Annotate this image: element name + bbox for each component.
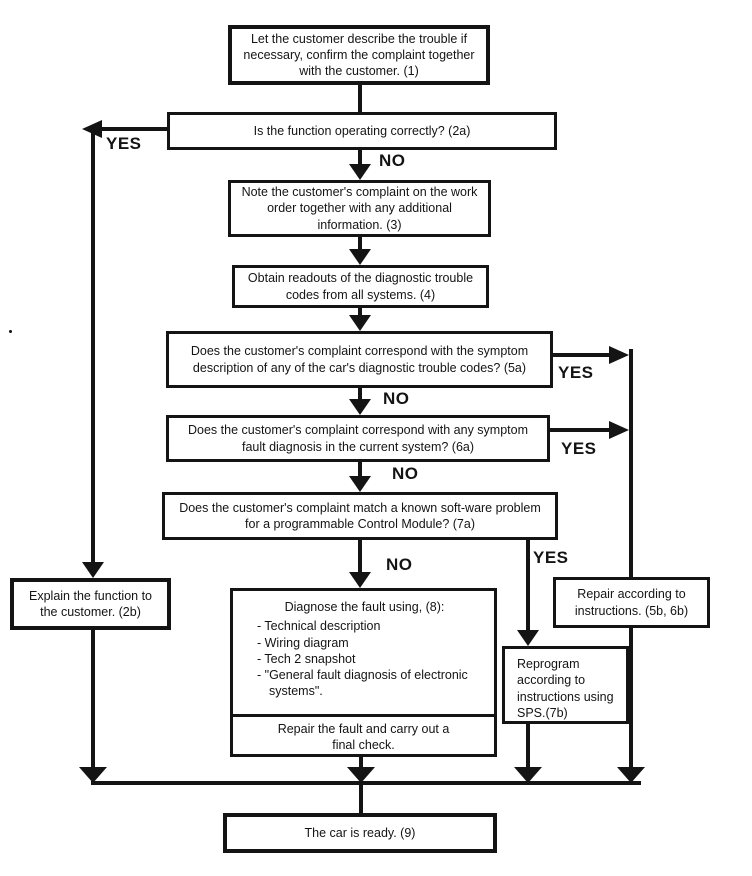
node-complaint-matches-symptom-fault-diagnosis-text: Does the customer's complaint correspond with any symptom fault diagnosis in the current system? (6a) bbox=[187, 423, 529, 454]
edge-2a-yes-horizontal bbox=[100, 127, 167, 131]
arrowhead-into-8 bbox=[349, 572, 371, 588]
diagnose-item-technical-description: - Technical description bbox=[257, 619, 381, 634]
label-no-2a: NO bbox=[379, 151, 406, 170]
edge-5a-yes bbox=[553, 353, 611, 357]
node-complaint-matches-dtc-symptom-text: Does the customer's complaint correspond with the symptom description of any of the car's diagnostic trouble codes? (5a) bbox=[190, 344, 529, 375]
arrowhead-into-6a bbox=[349, 399, 371, 415]
arrowhead-into-7a bbox=[349, 476, 371, 492]
label-no-5a: NO bbox=[383, 389, 410, 408]
node-repair-fault-final-check: Repair the fault and carry out a final check. bbox=[277, 721, 450, 752]
edge-6a-yes bbox=[550, 428, 611, 432]
node-complaint-matches-known-software-problem-text: Does the customer's complaint match a known soft-ware problem for a programmable Control Module? (7a) bbox=[179, 500, 541, 531]
node-car-is-ready-text: The car is ready. (9) bbox=[304, 825, 416, 840]
label-no-6a: NO bbox=[392, 464, 419, 483]
node-function-operating-correctly-text: Is the function operating correctly? (2a) bbox=[253, 123, 471, 138]
node-function-operating-correctly bbox=[167, 112, 557, 150]
node-car-is-ready bbox=[223, 813, 497, 853]
node-obtain-dtc-readouts bbox=[232, 265, 489, 308]
edge-1-to-2a bbox=[358, 85, 362, 112]
diagnose-item-tech2-snapshot: - Tech 2 snapshot bbox=[257, 651, 356, 666]
arrowhead-into-7b bbox=[517, 630, 539, 646]
scan-artifact-dot bbox=[9, 330, 12, 333]
node-diagnose-fault-title: Diagnose the fault using, (8): bbox=[284, 600, 445, 614]
diagnose-item-wiring-diagram: - Wiring diagram bbox=[257, 635, 349, 650]
node-customer-describes-trouble-text: Let the customer describe the trouble if necessary, confirm the complaint together with the customer. (1) bbox=[243, 31, 475, 79]
edge-right-collector-lower bbox=[629, 628, 633, 767]
edge-right-collector-upper bbox=[629, 349, 633, 577]
node-complaint-matches-symptom-fault-diagnosis bbox=[166, 415, 550, 462]
node-diagnose-fault-list bbox=[233, 591, 494, 717]
arrowhead-into-3 bbox=[349, 164, 371, 180]
edge-junction-bar bbox=[91, 781, 641, 785]
edge-2a-yes-vertical bbox=[91, 129, 95, 562]
node-note-complaint-work-order-text: Note the customer's complaint on the work order together with any additional information. (3) bbox=[241, 185, 478, 232]
label-yes-6a: YES bbox=[561, 439, 597, 458]
arrowhead-into-4 bbox=[349, 249, 371, 265]
edge-7a-yes bbox=[526, 540, 530, 632]
node-explain-function-to-customer-text: Explain the function to the customer. (2b) bbox=[29, 588, 152, 619]
node-complaint-matches-dtc-symptom bbox=[166, 331, 553, 388]
arrowhead-6a-yes-right bbox=[609, 421, 629, 439]
label-yes-7a: YES bbox=[533, 548, 569, 567]
label-yes-5a: YES bbox=[558, 363, 594, 382]
node-explain-function-to-customer bbox=[10, 578, 171, 630]
arrowhead-into-5a bbox=[349, 315, 371, 331]
node-obtain-dtc-readouts-text: Obtain readouts of the diagnostic trouble codes from all systems. (4) bbox=[247, 271, 474, 302]
edge-7b-to-junction bbox=[526, 724, 530, 769]
node-reprogram-using-sps-text: Reprogram according to instructions using SPS.(7b) bbox=[517, 657, 614, 720]
node-diagnose-fault bbox=[230, 588, 497, 757]
node-customer-describes-trouble bbox=[228, 25, 490, 85]
edge-7a-no bbox=[358, 540, 362, 574]
edge-2b-to-junction bbox=[91, 630, 95, 767]
node-repair-according-instructions bbox=[553, 577, 710, 628]
diagnose-item-general-fault-diagnosis: - "General fault diagnosis of electronic systems". bbox=[257, 668, 468, 699]
node-reprogram-using-sps bbox=[502, 646, 629, 724]
node-repair-according-instructions-text: Repair according to instructions. (5b, 6b) bbox=[574, 587, 689, 618]
arrowhead-5a-yes-right bbox=[609, 346, 629, 364]
node-note-complaint-work-order bbox=[228, 180, 491, 237]
label-yes-2a: YES bbox=[106, 134, 142, 153]
edge-junction-to-9 bbox=[359, 783, 363, 813]
node-complaint-matches-known-software-problem bbox=[162, 492, 558, 540]
label-no-7a: NO bbox=[386, 555, 413, 574]
arrowhead-into-2b bbox=[82, 562, 104, 578]
